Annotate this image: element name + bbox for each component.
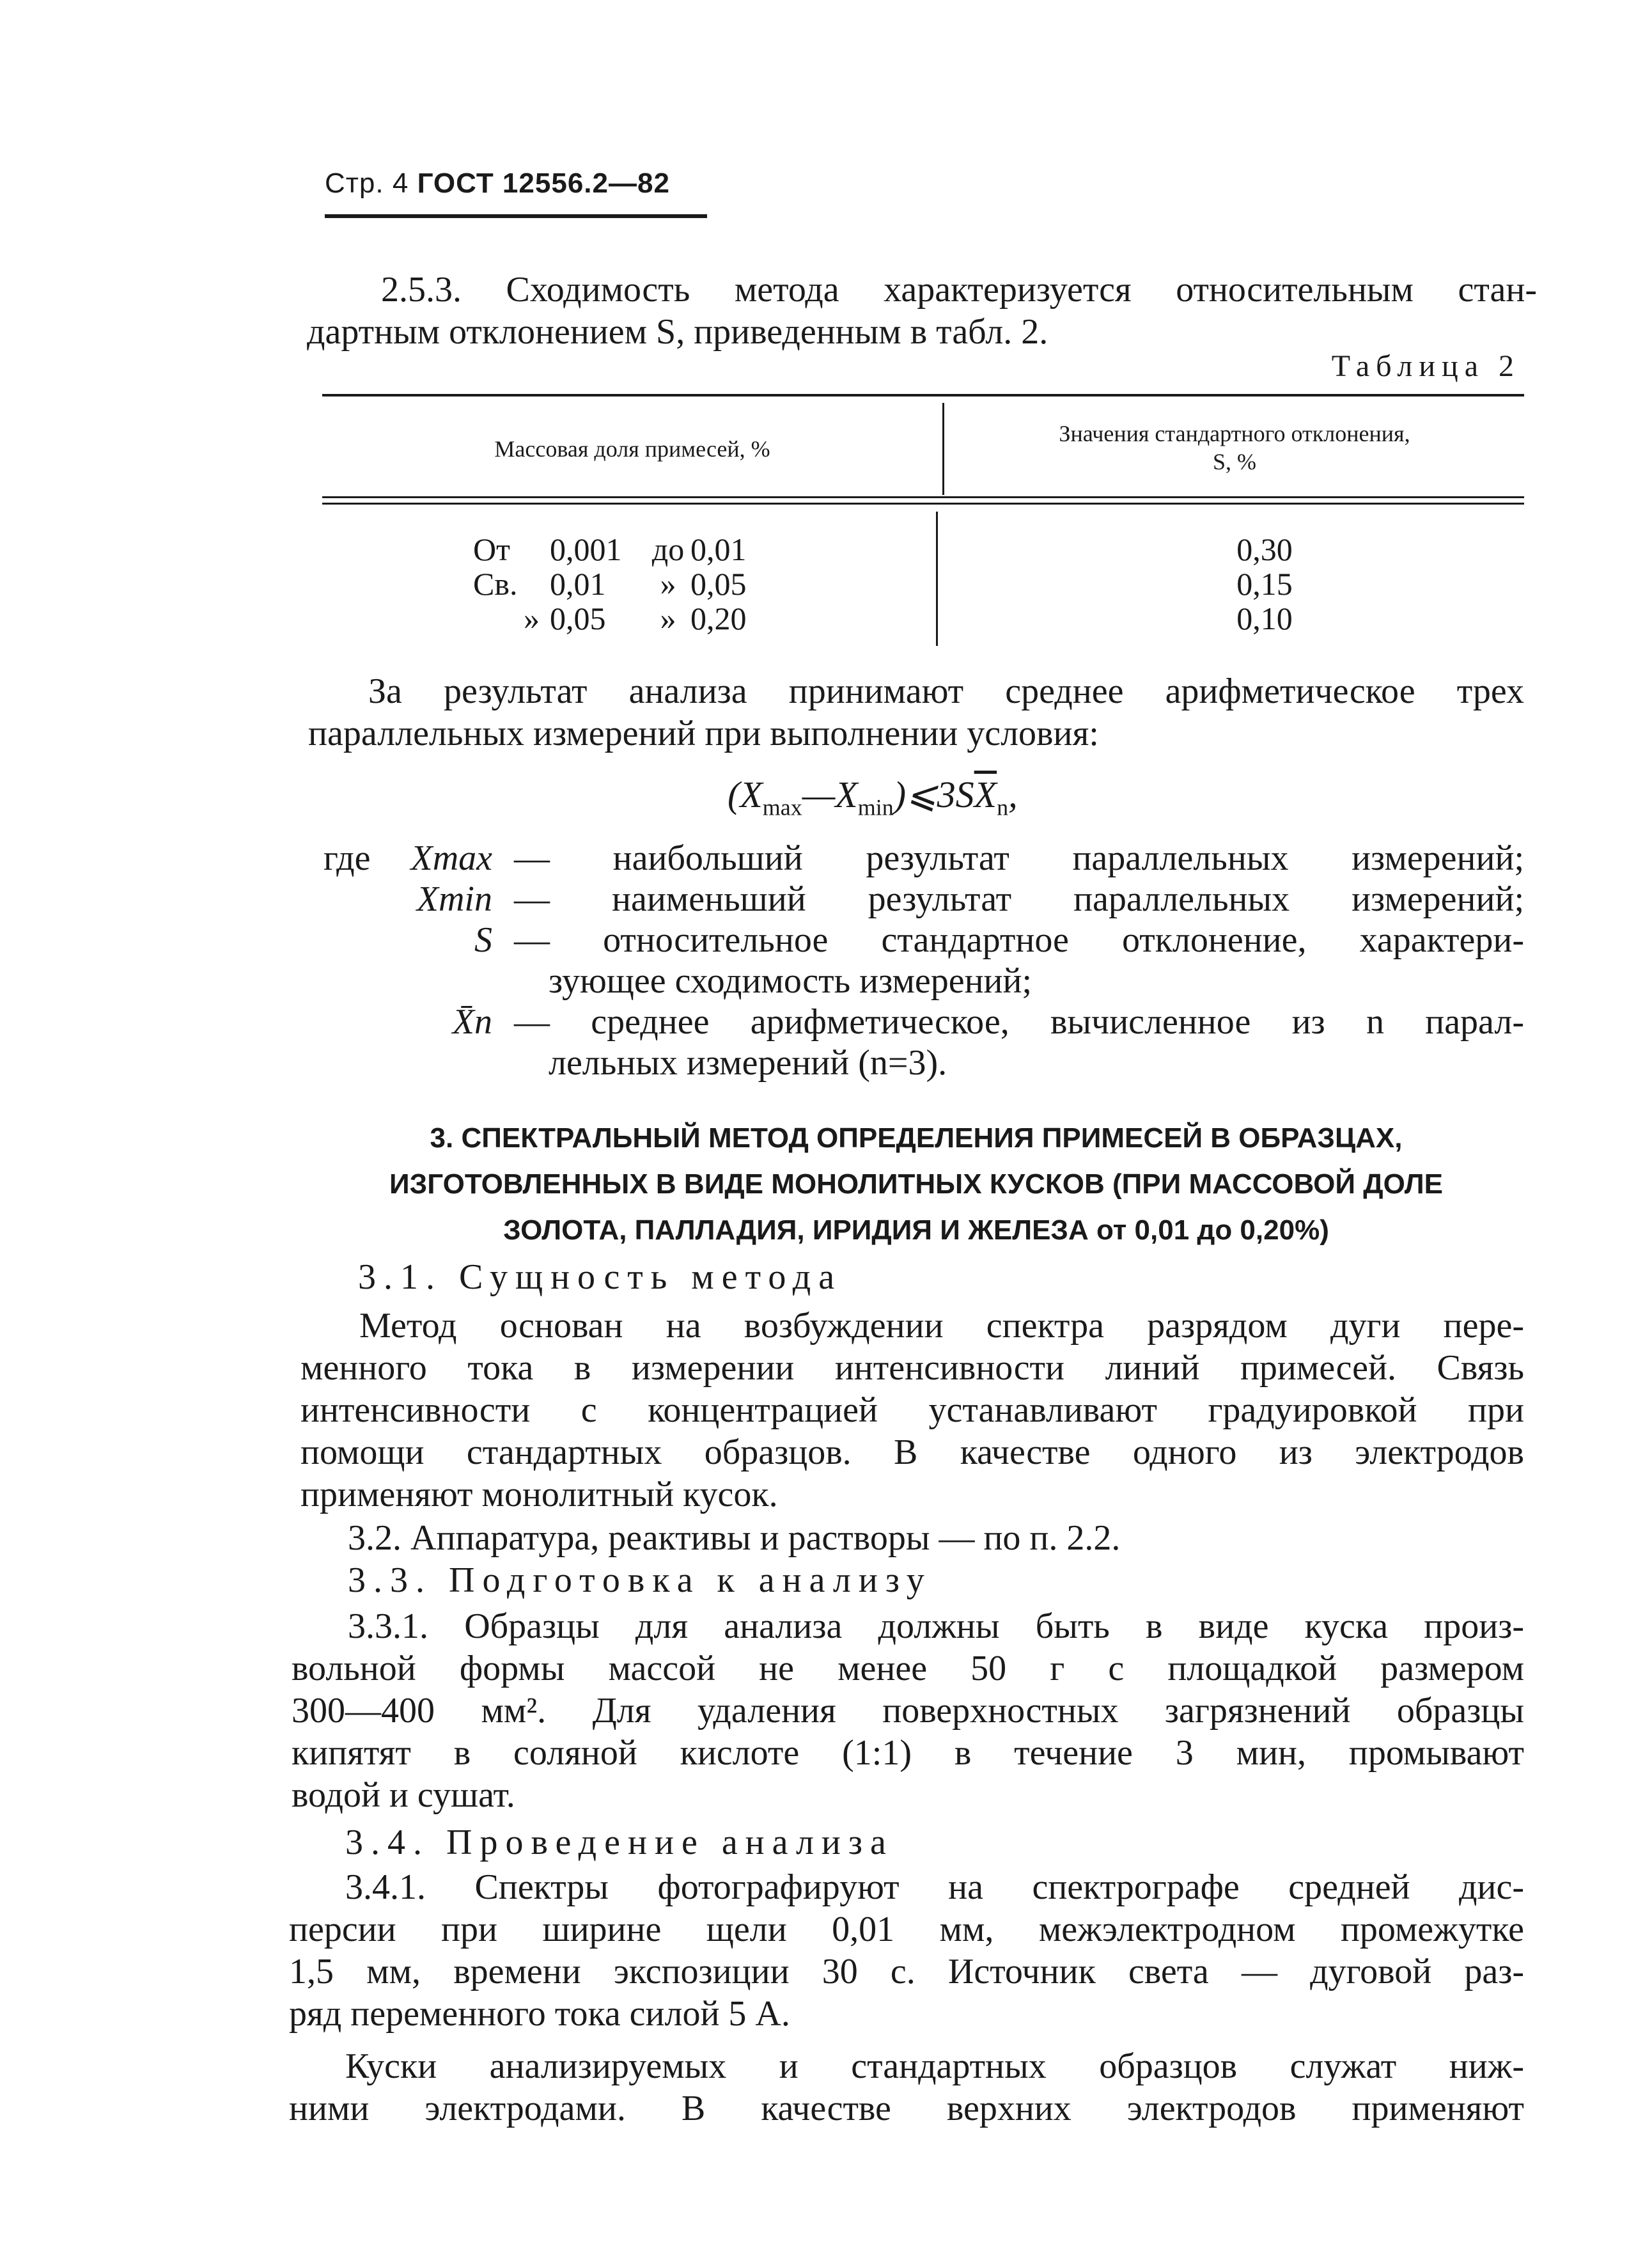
- def-text: — наименьший результат параллельных измерений;: [514, 879, 1524, 919]
- s33-line: водой и сушат.: [292, 1775, 515, 1815]
- table-col2-header: [945, 420, 1524, 476]
- s34-line: персии при ширине щели 0,01 мм, межэлектродном промежутке: [289, 1910, 1524, 1949]
- row-to: 0,05: [690, 566, 747, 602]
- row-value: 0,30: [1236, 531, 1293, 567]
- table-header-rule-2: [322, 503, 1524, 505]
- row-prefix: От: [473, 531, 510, 567]
- s31-line: помощи стандартных образцов. В качестве одного из электродов: [300, 1433, 1524, 1472]
- table-top-rule: [322, 394, 1524, 396]
- table-header-divider: [942, 403, 944, 495]
- row-from: 0,01: [550, 566, 606, 602]
- row-value: 0,15: [1236, 566, 1293, 602]
- s34-heading: 3.4. Проведение анализа: [345, 1823, 894, 1862]
- result-text-line1: За результат анализа принимают среднее арифметическое трех: [368, 671, 1524, 711]
- condition-formula: $(X_{max}—X_{min})⩽3S\overline{X}_n$,: [728, 774, 1018, 820]
- def-text: — среднее арифметическое, вычисленное из n парал-: [514, 1002, 1524, 1042]
- def-text-cont: лельных измерений (n=3).: [549, 1043, 947, 1083]
- s31-line: менного тока в измерении интенсивности линий примесей. Связь: [300, 1348, 1524, 1388]
- p253-line2: дартным отклонением S, приведенным в табл. 2.: [307, 312, 1048, 352]
- def-symbol: X̄n: [452, 1002, 492, 1042]
- row-to: 0,20: [690, 601, 747, 636]
- section-title: [308, 1115, 1524, 1253]
- table-col1-header: Массовая доля примесей, %: [494, 436, 770, 462]
- definitions-lead: где: [323, 838, 371, 878]
- row-to: 0,01: [690, 531, 747, 567]
- section-title-line3: ЗОЛОТА, ПАЛЛАДИЯ, ИРИДИЯ И ЖЕЛЕЗА от 0,01 до 0,20%): [503, 1214, 1329, 1246]
- s34-line: 3.4.1. Спектры фотографируют на спектрографе средней дис-: [345, 1867, 1524, 1907]
- table-col2-header-line2: S, %: [1212, 449, 1256, 475]
- p253-line1: 2.5.3. Сходимость метода характеризуется относительным стан-: [381, 270, 1537, 310]
- s33-line: 300—400 мм². Для удаления поверхностных загрязнений образцы: [292, 1691, 1524, 1731]
- result-text-line2: параллельных измерений при выполнении условия:: [308, 714, 1099, 753]
- s31-heading: 3.1. Сущность метода: [358, 1257, 843, 1297]
- def-symbol: S: [474, 920, 492, 960]
- row-prefix: »: [524, 601, 540, 636]
- header-rule: [325, 214, 707, 218]
- s31-line: Метод основан на возбуждении спектра разрядом дуги пере-: [359, 1306, 1524, 1346]
- s34-p2-line: ними электродами. В качестве верхних электродов применяют: [289, 2089, 1524, 2128]
- page-number: Стр. 4: [325, 168, 409, 199]
- table-header-rule-1: [322, 496, 1524, 498]
- s33-line: кипятят в соляной кислоте (1:1) в течение 3 мин, промывают: [292, 1733, 1524, 1773]
- page-header: [325, 168, 670, 200]
- standard-code: ГОСТ 12556.2—82: [417, 168, 670, 199]
- table-row: [473, 532, 786, 636]
- table-caption: Таблица 2: [1331, 349, 1520, 383]
- section-title-line2: ИЗГОТОВЛЕННЫХ В ВИДЕ МОНОЛИТНЫХ КУСКОВ (ПРИ МАССОВОЙ ДОЛЕ: [389, 1168, 1443, 1200]
- row-sep: »: [660, 601, 676, 636]
- def-symbol: Xmin: [416, 879, 492, 919]
- row-prefix: Св.: [473, 566, 518, 602]
- row-sep: »: [660, 566, 676, 602]
- def-text-cont: зующее сходимость измерений;: [549, 961, 1032, 1001]
- def-symbol: Xmax: [410, 838, 492, 878]
- row-from: 0,001: [550, 531, 622, 567]
- row-sep: до: [651, 531, 685, 567]
- s31-line: интенсивности с концентрацией устанавливают градуировкой при: [300, 1390, 1524, 1430]
- s33-line: вольной формы массой не менее 50 г с площадкой размером: [292, 1649, 1524, 1688]
- def-text: — относительное стандартное отклонение, характери-: [514, 920, 1524, 960]
- def-text: — наибольший результат параллельных измерений;: [514, 838, 1524, 878]
- s33-heading: 3.3. Подготовка к анализу: [348, 1560, 932, 1600]
- table-body-divider: [936, 512, 938, 646]
- s34-line: ряд переменного тока силой 5 А.: [289, 1994, 790, 2034]
- row-from: 0,05: [550, 601, 606, 636]
- s33-line: 3.3.1. Образцы для анализа должны быть в виде куска произ-: [348, 1606, 1524, 1646]
- s34-line: 1,5 мм, времени экспозиции 30 с. Источник света — дуговой раз-: [289, 1952, 1524, 1991]
- section-title-line1: 3. СПЕКТРАЛЬНЫЙ МЕТОД ОПРЕДЕЛЕНИЯ ПРИМЕСЕЙ В ОБРАЗЦАХ,: [430, 1122, 1403, 1154]
- s31-line: применяют монолитный кусок.: [300, 1475, 778, 1514]
- s32-text: 3.2. Аппаратура, реактивы и растворы — по п. 2.2.: [348, 1518, 1121, 1558]
- s34-p2-line: Куски анализируемых и стандартных образцов служат ниж-: [345, 2046, 1524, 2086]
- row-value: 0,10: [1236, 601, 1293, 636]
- table-col2-header-line1: Значения стандартного отклонения,: [1059, 421, 1410, 446]
- table-values: [1201, 532, 1329, 636]
